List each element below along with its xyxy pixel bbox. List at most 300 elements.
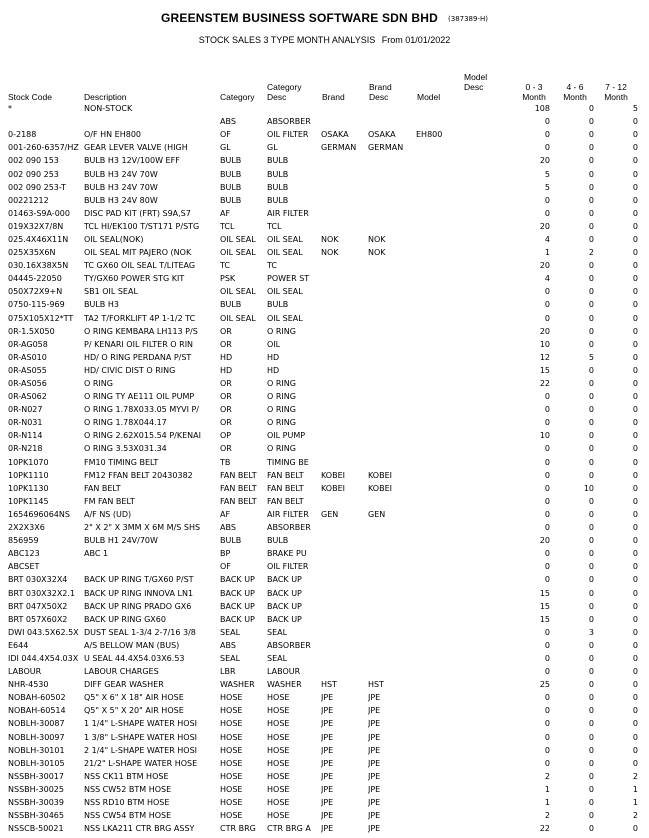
cell-description: FAN BELT: [84, 483, 121, 493]
cell-model: [416, 325, 462, 338]
col-category-desc: Category Desc: [267, 82, 302, 102]
cell-qty-4-6-month: 0: [588, 732, 594, 742]
cell-qty-4-6-month: 0: [588, 824, 594, 834]
cell-brand: [321, 456, 368, 469]
cell-stock-code: NOBLH-30105: [8, 758, 65, 768]
cell-stock-code: ABCSET: [8, 562, 40, 572]
cell-brand: JPE: [321, 693, 334, 703]
cell-category: TCL: [220, 221, 235, 231]
cell-stock-code: 019X32X7/8N: [8, 221, 64, 231]
cell-brand-desc: [368, 102, 416, 115]
cell-description: NON-STOCK: [84, 104, 133, 114]
cell-stock-code: 030.16X38X5N: [8, 261, 69, 271]
cell-qty-7-12-month: 0: [632, 640, 638, 650]
cell-qty-7-12-month: 0: [632, 169, 638, 179]
cell-qty-4-6-month: 3: [588, 627, 594, 637]
cell-model: [416, 691, 462, 704]
cell-model: [416, 246, 462, 259]
cell-model: [416, 822, 462, 835]
cell-model-desc: [462, 285, 506, 298]
cell-brand: JPE: [321, 771, 334, 781]
cell-brand: [321, 390, 368, 403]
table-row: [8, 312, 638, 325]
cell-model-desc: [462, 154, 506, 167]
cell-qty-4-6-month: 0: [588, 536, 594, 546]
cell-qty-0-3-month: 0: [544, 117, 550, 127]
cell-brand: [321, 115, 368, 128]
cell-category-desc: FAN BELT: [267, 470, 304, 480]
cell-qty-0-3-month: 0: [544, 143, 550, 153]
cell-model: [416, 678, 462, 691]
cell-model-desc: [462, 220, 506, 233]
cell-category: BACK UP: [220, 614, 255, 624]
cell-description: DUST SEAL 1-3/4 2-7/16 3/8: [84, 627, 196, 637]
cell-category: ABS: [220, 523, 236, 533]
cell-stock-code: E644: [8, 640, 29, 650]
cell-qty-4-6-month: 0: [588, 706, 594, 716]
cell-qty-0-3-month: 25: [539, 680, 550, 690]
cell-stock-code: 0R-AS056: [8, 379, 47, 389]
cell-qty-0-3-month: 0: [544, 693, 550, 703]
cell-category: AF: [220, 509, 231, 519]
cell-model-desc: [462, 665, 506, 678]
cell-description: TA2 T/FORKLIFT 4P 1-1/2 TC: [84, 313, 196, 323]
cell-brand: [321, 403, 368, 416]
cell-qty-4-6-month: 0: [588, 693, 594, 703]
cell-qty-7-12-month: 0: [632, 130, 638, 140]
cell-qty-4-6-month: 0: [588, 588, 594, 598]
cell-category: [220, 102, 267, 115]
cell-brand-desc: [368, 429, 416, 442]
cell-category-desc: OIL SEAL: [267, 313, 303, 323]
cell-qty-7-12-month: 0: [632, 523, 638, 533]
table-row: [8, 285, 638, 298]
cell-brand-desc: [368, 442, 416, 455]
cell-stock-code: BRT 030X32X4: [8, 575, 68, 585]
cell-category-desc: O RING: [267, 379, 296, 389]
cell-description: O RING 3.53X031.34: [84, 444, 167, 454]
cell-qty-0-3-month: 22: [539, 379, 550, 389]
cell-qty-0-3-month: 0: [544, 509, 550, 519]
cell-model: [416, 456, 462, 469]
cell-qty-7-12-month: 0: [632, 431, 638, 441]
cell-brand: [321, 442, 368, 455]
cell-brand-desc: [368, 181, 416, 194]
cell-description: NSS CK11 BTM HOSE: [84, 771, 169, 781]
cell-description: 2 1/4" L-SHAPE WATER HOSI: [84, 745, 198, 755]
cell-model-desc: [462, 521, 506, 534]
cell-description: 1 1/4" L-SHAPE WATER HOSI: [84, 719, 198, 729]
cell-qty-7-12-month: 0: [632, 195, 638, 205]
cell-description: BULB H3 24V 70W: [84, 182, 158, 192]
cell-brand-desc: GERMAN: [368, 143, 404, 153]
cell-category: BULB: [220, 536, 242, 546]
cell-category: OF: [220, 562, 231, 572]
cell-qty-0-3-month: 20: [539, 221, 550, 231]
table-row: [8, 377, 638, 390]
cell-brand-desc: OSAKA: [368, 130, 396, 140]
cell-brand-desc: KOBEI: [368, 483, 393, 493]
cell-description: BACK UP RING T/GX60 P/ST: [84, 575, 194, 585]
cell-qty-4-6-month: 0: [588, 745, 594, 755]
cell-qty-4-6-month: 0: [588, 392, 594, 402]
cell-category-desc: BRAKE PU: [267, 549, 307, 559]
cell-category: FAN BELT: [220, 470, 257, 480]
cell-model-desc: [462, 272, 506, 285]
cell-description: NSS CW54 BTM HOSE: [84, 811, 172, 821]
table-row: [8, 560, 638, 573]
column-headers: [0, 72, 649, 102]
cell-category: BACK UP: [220, 601, 255, 611]
cell-qty-4-6-month: 0: [588, 457, 594, 467]
cell-qty-4-6-month: 0: [588, 195, 594, 205]
cell-category-desc: OIL PUMP: [267, 431, 306, 441]
cell-category-desc: OIL SEAL: [267, 248, 303, 258]
report-subtitle: [0, 35, 649, 45]
cell-brand: [321, 154, 368, 167]
cell-model-desc: [462, 207, 506, 220]
cell-category-desc: BACK UP: [267, 614, 302, 624]
cell-category: SEAL: [220, 653, 241, 663]
cell-brand: [321, 652, 368, 665]
cell-model: [416, 809, 462, 822]
cell-category-desc: BULB: [267, 169, 289, 179]
cell-qty-4-6-month: 0: [588, 562, 594, 572]
cell-model-desc: [462, 482, 506, 495]
report-header: [0, 7, 649, 26]
cell-qty-7-12-month: 0: [632, 156, 638, 166]
cell-brand: [321, 613, 368, 626]
cell-description: O RING: [84, 379, 113, 389]
cell-brand-desc: HST: [368, 680, 384, 690]
cell-model: [416, 469, 462, 482]
table-row: [8, 678, 638, 691]
cell-stock-code: NSSBH-30465: [8, 811, 64, 821]
cell-brand-desc: [368, 416, 416, 429]
cell-brand: [321, 285, 368, 298]
table-row: [8, 665, 638, 678]
cell-qty-7-12-month: 0: [632, 745, 638, 755]
cell-category-desc: OIL: [267, 339, 281, 349]
cell-model-desc: [462, 717, 506, 730]
cell-description: FM FAN BELT: [84, 496, 135, 506]
cell-model: [416, 521, 462, 534]
cell-description: U SEAL 44.4X54.03X6.53: [84, 653, 185, 663]
cell-qty-7-12-month: 0: [632, 536, 638, 546]
cell-stock-code: NOBLH-30087: [8, 719, 65, 729]
cell-brand-desc: [368, 207, 416, 220]
cell-brand: JPE: [321, 706, 334, 716]
cell-qty-4-6-month: 0: [588, 496, 594, 506]
cell-qty-7-12-month: 0: [632, 352, 638, 362]
cell-qty-4-6-month: 0: [588, 234, 594, 244]
cell-category: OR: [220, 379, 232, 389]
cell-qty-0-3-month: 0: [544, 758, 550, 768]
cell-stock-code: 0R-AS055: [8, 365, 47, 375]
cell-qty-0-3-month: 20: [539, 536, 550, 546]
cell-brand: [321, 586, 368, 599]
cell-stock-code: DWI 043.5X62.5X: [8, 627, 79, 637]
cell-brand: KOBEI: [321, 470, 346, 480]
table-row: [8, 154, 638, 167]
cell-brand-desc: [368, 600, 416, 613]
cell-model-desc: [462, 167, 506, 180]
cell-description: DIFF GEAR WASHER: [84, 680, 164, 690]
table-row: [8, 194, 638, 207]
cell-category: BACK UP: [220, 575, 255, 585]
cell-stock-code: 1654696064NS: [8, 509, 70, 519]
cell-model-desc: [462, 744, 506, 757]
cell-category: HOSE: [220, 732, 243, 742]
table-row: [8, 482, 638, 495]
cell-qty-0-3-month: 10: [539, 339, 550, 349]
cell-qty-0-3-month: 0: [544, 300, 550, 310]
cell-description: O RING KEMBARA LH113 P/S: [84, 326, 198, 336]
cell-description: BACK UP RING INNOVA LN1: [84, 588, 194, 598]
cell-description: HD/ O RING PERDANA P/ST: [84, 352, 192, 362]
cell-model: [416, 626, 462, 639]
cell-stock-code: NOBLH-30101: [8, 745, 65, 755]
cell-category-desc: HD: [267, 352, 280, 362]
cell-category-desc: HOSE: [267, 811, 290, 821]
cell-model-desc: [462, 691, 506, 704]
cell-model-desc: [462, 338, 506, 351]
cell-qty-7-12-month: 0: [632, 339, 638, 349]
cell-brand: [321, 351, 368, 364]
cell-brand: [321, 102, 368, 115]
cell-qty-4-6-month: 0: [588, 719, 594, 729]
cell-brand-desc: [368, 652, 416, 665]
cell-brand-desc: [368, 312, 416, 325]
cell-stock-code: 0-2188: [8, 130, 37, 140]
cell-model: [416, 338, 462, 351]
cell-stock-code: 0R-1.5X050: [8, 326, 55, 336]
cell-qty-0-3-month: 4: [544, 274, 550, 284]
cell-qty-0-3-month: 4: [544, 234, 550, 244]
cell-model-desc: [462, 298, 506, 311]
cell-qty-0-3-month: 15: [539, 614, 550, 624]
cell-qty-4-6-month: 0: [588, 261, 594, 271]
cell-category-desc: HOSE: [267, 719, 290, 729]
cell-qty-4-6-month: 0: [588, 680, 594, 690]
cell-qty-7-12-month: 2: [632, 771, 638, 781]
cell-stock-code: NHR-4530: [8, 680, 49, 690]
cell-qty-7-12-month: 0: [632, 653, 638, 663]
table-row: [8, 298, 638, 311]
col-brand-desc: Brand Desc: [369, 82, 392, 102]
cell-qty-4-6-month: 2: [588, 248, 594, 258]
cell-qty-0-3-month: 5: [544, 182, 550, 192]
cell-brand: KOBEI: [321, 483, 346, 493]
cell-qty-0-3-month: 20: [539, 261, 550, 271]
cell-category-desc: FAN BELT: [267, 483, 304, 493]
table-row: [8, 102, 638, 115]
table-row: [8, 573, 638, 586]
table-row: [8, 809, 638, 822]
cell-stock-code: BRT 057X60X2: [8, 614, 68, 624]
cell-qty-7-12-month: 0: [632, 405, 638, 415]
cell-qty-4-6-month: 5: [588, 352, 594, 362]
col-category: Category: [220, 92, 255, 102]
cell-brand-desc: JPE: [368, 784, 381, 794]
cell-stock-code: 856959: [8, 536, 39, 546]
cell-description: FM10 TIMING BELT: [84, 457, 159, 467]
cell-model-desc: [462, 429, 506, 442]
table-row: [8, 639, 638, 652]
cell-brand-desc: [368, 521, 416, 534]
cell-brand-desc: [368, 390, 416, 403]
cell-category: HOSE: [220, 798, 243, 808]
cell-category-desc: O RING: [267, 418, 296, 428]
cell-category: OF: [220, 130, 231, 140]
table-row: [8, 757, 638, 770]
cell-stock-code: ABC123: [8, 549, 40, 559]
cell-category: TB: [220, 457, 231, 467]
cell-model-desc: [462, 573, 506, 586]
cell-category-desc: HOSE: [267, 758, 290, 768]
cell-description: BULB H1 24V/70W: [84, 536, 158, 546]
cell-qty-4-6-month: 0: [588, 509, 594, 519]
cell-stock-code: 0R-AG058: [8, 339, 48, 349]
cell-model-desc: [462, 390, 506, 403]
cell-stock-code: 075X105X12*TT: [8, 313, 74, 323]
cell-brand: [321, 547, 368, 560]
cell-category-desc: SEAL: [267, 653, 288, 663]
cell-category: HOSE: [220, 758, 243, 768]
cell-model: [416, 115, 462, 128]
cell-model-desc: [462, 246, 506, 259]
cell-stock-code: 0R-N027: [8, 405, 43, 415]
cell-qty-0-3-month: 108: [534, 104, 550, 114]
cell-description: HD/ CIVIC DIST O RING: [84, 365, 176, 375]
cell-brand-desc: [368, 456, 416, 469]
cell-model: [416, 442, 462, 455]
cell-qty-7-12-month: 5: [632, 104, 638, 114]
cell-brand-desc: JPE: [368, 811, 381, 821]
cell-qty-0-3-month: 0: [544, 627, 550, 637]
cell-model: [416, 167, 462, 180]
table-row: [8, 364, 638, 377]
cell-category-desc: AIR FILTER: [267, 208, 309, 218]
cell-brand: [321, 521, 368, 534]
cell-brand: [321, 416, 368, 429]
cell-brand-desc: [368, 351, 416, 364]
cell-category-desc: HOSE: [267, 771, 290, 781]
cell-model: [416, 731, 462, 744]
cell-category-desc: HOSE: [267, 745, 290, 755]
cell-category: HOSE: [220, 784, 243, 794]
cell-qty-0-3-month: 1: [544, 798, 550, 808]
cell-model: [416, 220, 462, 233]
col-brand: Brand: [322, 92, 345, 102]
cell-model: [416, 429, 462, 442]
cell-qty-0-3-month: 0: [544, 549, 550, 559]
cell-model: [416, 259, 462, 272]
cell-qty-7-12-month: 2: [632, 811, 638, 821]
table-row: [8, 128, 638, 141]
cell-description: TY/GX60 POWER STG KIT: [84, 274, 185, 284]
cell-stock-code: LABOUR: [8, 667, 42, 677]
cell-brand: [321, 312, 368, 325]
cell-brand: [321, 665, 368, 678]
table-row: [8, 338, 638, 351]
cell-brand: [321, 259, 368, 272]
cell-stock-code: NSSCB-50021: [8, 824, 64, 834]
cell-category-desc: SEAL: [267, 627, 288, 637]
cell-qty-4-6-month: 0: [588, 156, 594, 166]
cell-qty-4-6-month: 0: [588, 575, 594, 585]
cell-category: BULB: [220, 182, 242, 192]
cell-model-desc: [462, 377, 506, 390]
cell-qty-7-12-month: 0: [632, 706, 638, 716]
cell-model: [416, 377, 462, 390]
cell-description: NSS LKA211 CTR BRG ASSY: [84, 824, 195, 834]
table-row: [8, 416, 638, 429]
cell-model-desc: [462, 704, 506, 717]
cell-category-desc: FAN BELT: [267, 496, 304, 506]
cell-qty-7-12-month: 0: [632, 379, 638, 389]
table-row: [8, 403, 638, 416]
cell-category-desc: HOSE: [267, 706, 290, 716]
cell-brand: [321, 194, 368, 207]
table-row: [8, 783, 638, 796]
cell-description: 21/2" L-SHAPE WATER HOSE: [84, 758, 198, 768]
cell-brand: GEN: [321, 509, 339, 519]
cell-model: [416, 102, 462, 115]
cell-qty-4-6-month: 0: [588, 640, 594, 650]
table-row: [8, 351, 638, 364]
cell-category-desc: HOSE: [267, 784, 290, 794]
table-row: [8, 770, 638, 783]
table-row: [8, 744, 638, 757]
col-4-6-month: 4 - 6 Month: [563, 82, 587, 102]
cell-model-desc: [462, 822, 506, 835]
cell-qty-0-3-month: 0: [544, 457, 550, 467]
cell-qty-0-3-month: 0: [544, 732, 550, 742]
cell-qty-4-6-month: 0: [588, 365, 594, 375]
cell-qty-0-3-month: 0: [544, 130, 550, 140]
cell-description: BACK UP RING GX60: [84, 614, 166, 624]
cell-model: [416, 272, 462, 285]
cell-qty-7-12-month: 1: [632, 798, 638, 808]
cell-qty-0-3-month: 12: [539, 352, 550, 362]
cell-qty-7-12-month: 1: [632, 784, 638, 794]
cell-model: [416, 508, 462, 521]
cell-model-desc: [462, 613, 506, 626]
cell-stock-code: 04445-22050: [8, 274, 62, 284]
cell-stock-code: *: [8, 104, 12, 114]
cell-model: [416, 534, 462, 547]
cell-qty-7-12-month: 0: [632, 326, 638, 336]
cell-qty-7-12-month: 0: [632, 261, 638, 271]
cell-qty-7-12-month: 0: [632, 483, 638, 493]
col-7-12-month: 7 - 12 Month: [604, 82, 628, 102]
cell-qty-4-6-month: 0: [588, 811, 594, 821]
cell-brand: NOK: [321, 248, 339, 258]
cell-category: HOSE: [220, 811, 243, 821]
cell-qty-7-12-month: 0: [632, 313, 638, 323]
cell-category: OR: [220, 339, 232, 349]
cell-qty-4-6-month: 0: [588, 130, 594, 140]
cell-brand-desc: NOK: [368, 248, 386, 258]
cell-category-desc: O RING: [267, 405, 296, 415]
cell-brand-desc: JPE: [368, 706, 381, 716]
cell-stock-code: 01463-S9A-000: [8, 208, 70, 218]
cell-category-desc: BULB: [267, 536, 289, 546]
cell-stock-code: 050X72X9+N: [8, 287, 63, 297]
cell-model: [416, 757, 462, 770]
cell-qty-4-6-month: 0: [588, 405, 594, 415]
